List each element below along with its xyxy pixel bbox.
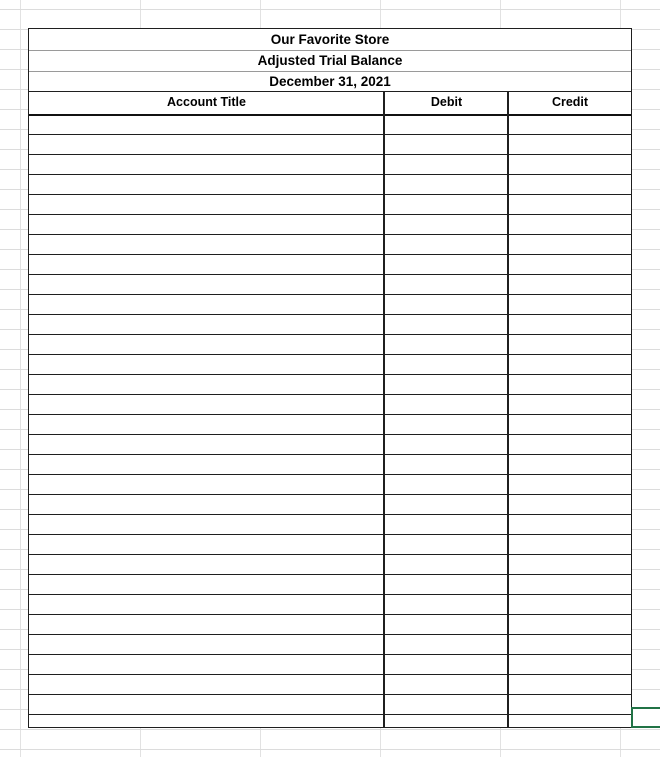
credit-cell[interactable] bbox=[508, 575, 631, 594]
credit-cell[interactable] bbox=[508, 315, 631, 334]
account-cell[interactable] bbox=[29, 315, 383, 334]
credit-cell[interactable] bbox=[508, 475, 631, 494]
debit-cell[interactable] bbox=[384, 315, 507, 334]
account-cell[interactable] bbox=[29, 455, 383, 474]
selected-cell[interactable] bbox=[631, 707, 660, 728]
table-row bbox=[29, 655, 631, 675]
debit-header[interactable]: Debit bbox=[430, 95, 463, 109]
debit-cell[interactable] bbox=[384, 555, 507, 574]
account-cell[interactable] bbox=[29, 575, 383, 594]
credit-cell[interactable] bbox=[508, 535, 631, 554]
debit-cell[interactable] bbox=[384, 435, 507, 454]
credit-cell[interactable] bbox=[508, 515, 631, 534]
account-cell[interactable] bbox=[29, 655, 383, 674]
account-cell[interactable] bbox=[29, 235, 383, 254]
table-row bbox=[29, 495, 631, 515]
debit-cell[interactable] bbox=[384, 295, 507, 314]
credit-cell[interactable] bbox=[508, 295, 631, 314]
table-row bbox=[29, 215, 631, 235]
account-cell[interactable] bbox=[29, 675, 383, 694]
table-row bbox=[29, 395, 631, 415]
debit-cell[interactable] bbox=[384, 615, 507, 634]
table-body bbox=[29, 115, 631, 735]
credit-cell[interactable] bbox=[508, 275, 631, 294]
debit-cell[interactable] bbox=[384, 215, 507, 234]
credit-cell[interactable] bbox=[508, 455, 631, 474]
credit-cell[interactable] bbox=[508, 555, 631, 574]
table-row bbox=[29, 615, 631, 635]
credit-cell[interactable] bbox=[508, 355, 631, 374]
credit-cell[interactable] bbox=[508, 695, 631, 714]
trial-balance-table bbox=[28, 28, 632, 728]
table-row bbox=[29, 335, 631, 355]
table-row bbox=[29, 575, 631, 595]
credit-cell[interactable] bbox=[508, 675, 631, 694]
account-cell[interactable] bbox=[29, 395, 383, 414]
company-name[interactable]: Our Favorite Store bbox=[270, 32, 390, 47]
account-cell[interactable] bbox=[29, 215, 383, 234]
table-row bbox=[29, 155, 631, 175]
credit-cell[interactable] bbox=[508, 615, 631, 634]
account-cell[interactable] bbox=[29, 355, 383, 374]
table-row bbox=[29, 115, 631, 135]
credit-header[interactable]: Credit bbox=[551, 95, 589, 109]
debit-cell[interactable] bbox=[384, 495, 507, 514]
debit-cell[interactable] bbox=[384, 335, 507, 354]
debit-cell[interactable] bbox=[384, 195, 507, 214]
credit-cell[interactable] bbox=[508, 655, 631, 674]
table-row bbox=[29, 515, 631, 535]
table-row bbox=[29, 315, 631, 335]
table-row bbox=[29, 295, 631, 315]
account-cell[interactable] bbox=[29, 695, 383, 714]
credit-cell[interactable] bbox=[508, 715, 631, 735]
column-header-row bbox=[29, 91, 631, 116]
account-cell[interactable] bbox=[29, 375, 383, 394]
table-row bbox=[29, 195, 631, 215]
credit-cell[interactable] bbox=[508, 135, 631, 154]
debit-cell[interactable] bbox=[384, 155, 507, 174]
credit-cell[interactable] bbox=[508, 255, 631, 274]
table-row bbox=[29, 355, 631, 375]
table-row bbox=[29, 455, 631, 475]
debit-cell[interactable] bbox=[384, 255, 507, 274]
table-row bbox=[29, 695, 631, 715]
account-cell[interactable] bbox=[29, 335, 383, 354]
account-cell[interactable] bbox=[29, 135, 383, 154]
credit-cell[interactable] bbox=[508, 215, 631, 234]
credit-cell[interactable] bbox=[508, 115, 631, 134]
credit-cell[interactable] bbox=[508, 495, 631, 514]
account-cell[interactable] bbox=[29, 635, 383, 654]
statement-name[interactable]: Adjusted Trial Balance bbox=[257, 53, 403, 68]
debit-cell[interactable] bbox=[384, 355, 507, 374]
account-cell[interactable] bbox=[29, 115, 383, 134]
table-row bbox=[29, 375, 631, 395]
table-row bbox=[29, 175, 631, 195]
account-cell[interactable] bbox=[29, 155, 383, 174]
debit-cell[interactable] bbox=[384, 635, 507, 654]
credit-cell[interactable] bbox=[508, 595, 631, 614]
debit-cell[interactable] bbox=[384, 715, 507, 735]
table-row bbox=[29, 135, 631, 155]
account-cell[interactable] bbox=[29, 495, 383, 514]
table-row bbox=[29, 235, 631, 255]
account-cell[interactable] bbox=[29, 535, 383, 554]
account-cell[interactable] bbox=[29, 275, 383, 294]
table-row bbox=[29, 555, 631, 575]
credit-cell[interactable] bbox=[508, 435, 631, 454]
account-cell[interactable] bbox=[29, 175, 383, 194]
debit-cell[interactable] bbox=[384, 595, 507, 614]
table-row bbox=[29, 475, 631, 495]
table-row bbox=[29, 415, 631, 435]
account-title-header[interactable]: Account Title bbox=[167, 95, 246, 109]
account-cell[interactable] bbox=[29, 615, 383, 634]
table-row bbox=[29, 435, 631, 455]
debit-cell[interactable] bbox=[384, 115, 507, 134]
debit-cell[interactable] bbox=[384, 375, 507, 394]
debit-cell[interactable] bbox=[384, 415, 507, 434]
account-cell[interactable] bbox=[29, 475, 383, 494]
credit-cell[interactable] bbox=[508, 175, 631, 194]
account-cell[interactable] bbox=[29, 255, 383, 274]
debit-cell[interactable] bbox=[384, 695, 507, 714]
debit-cell[interactable] bbox=[384, 395, 507, 414]
table-row bbox=[29, 535, 631, 555]
table-row bbox=[29, 715, 631, 735]
debit-cell[interactable] bbox=[384, 455, 507, 474]
statement-date[interactable]: December 31, 2021 bbox=[269, 74, 391, 89]
debit-cell[interactable] bbox=[384, 235, 507, 254]
table-row bbox=[29, 635, 631, 655]
table-row bbox=[29, 275, 631, 295]
account-cell[interactable] bbox=[29, 295, 383, 314]
account-cell[interactable] bbox=[29, 435, 383, 454]
table-row bbox=[29, 595, 631, 615]
table-row bbox=[29, 255, 631, 275]
credit-cell[interactable] bbox=[508, 155, 631, 174]
account-cell[interactable] bbox=[29, 555, 383, 574]
debit-cell[interactable] bbox=[384, 175, 507, 194]
table-row bbox=[29, 675, 631, 695]
debit-cell[interactable] bbox=[384, 675, 507, 694]
credit-cell[interactable] bbox=[508, 235, 631, 254]
debit-cell[interactable] bbox=[384, 515, 507, 534]
debit-cell[interactable] bbox=[384, 475, 507, 494]
account-cell[interactable] bbox=[29, 515, 383, 534]
account-cell[interactable] bbox=[29, 415, 383, 434]
account-cell[interactable] bbox=[29, 195, 383, 214]
credit-cell[interactable] bbox=[508, 415, 631, 434]
column-divider bbox=[383, 91, 385, 727]
debit-cell[interactable] bbox=[384, 655, 507, 674]
credit-cell[interactable] bbox=[508, 635, 631, 654]
debit-cell[interactable] bbox=[384, 135, 507, 154]
account-cell[interactable] bbox=[29, 595, 383, 614]
credit-cell[interactable] bbox=[508, 195, 631, 214]
debit-cell[interactable] bbox=[384, 535, 507, 554]
column-divider bbox=[507, 91, 509, 727]
account-cell[interactable] bbox=[29, 715, 383, 735]
debit-cell[interactable] bbox=[384, 275, 507, 294]
credit-cell[interactable] bbox=[508, 375, 631, 394]
credit-cell[interactable] bbox=[508, 395, 631, 414]
credit-cell[interactable] bbox=[508, 335, 631, 354]
debit-cell[interactable] bbox=[384, 575, 507, 594]
